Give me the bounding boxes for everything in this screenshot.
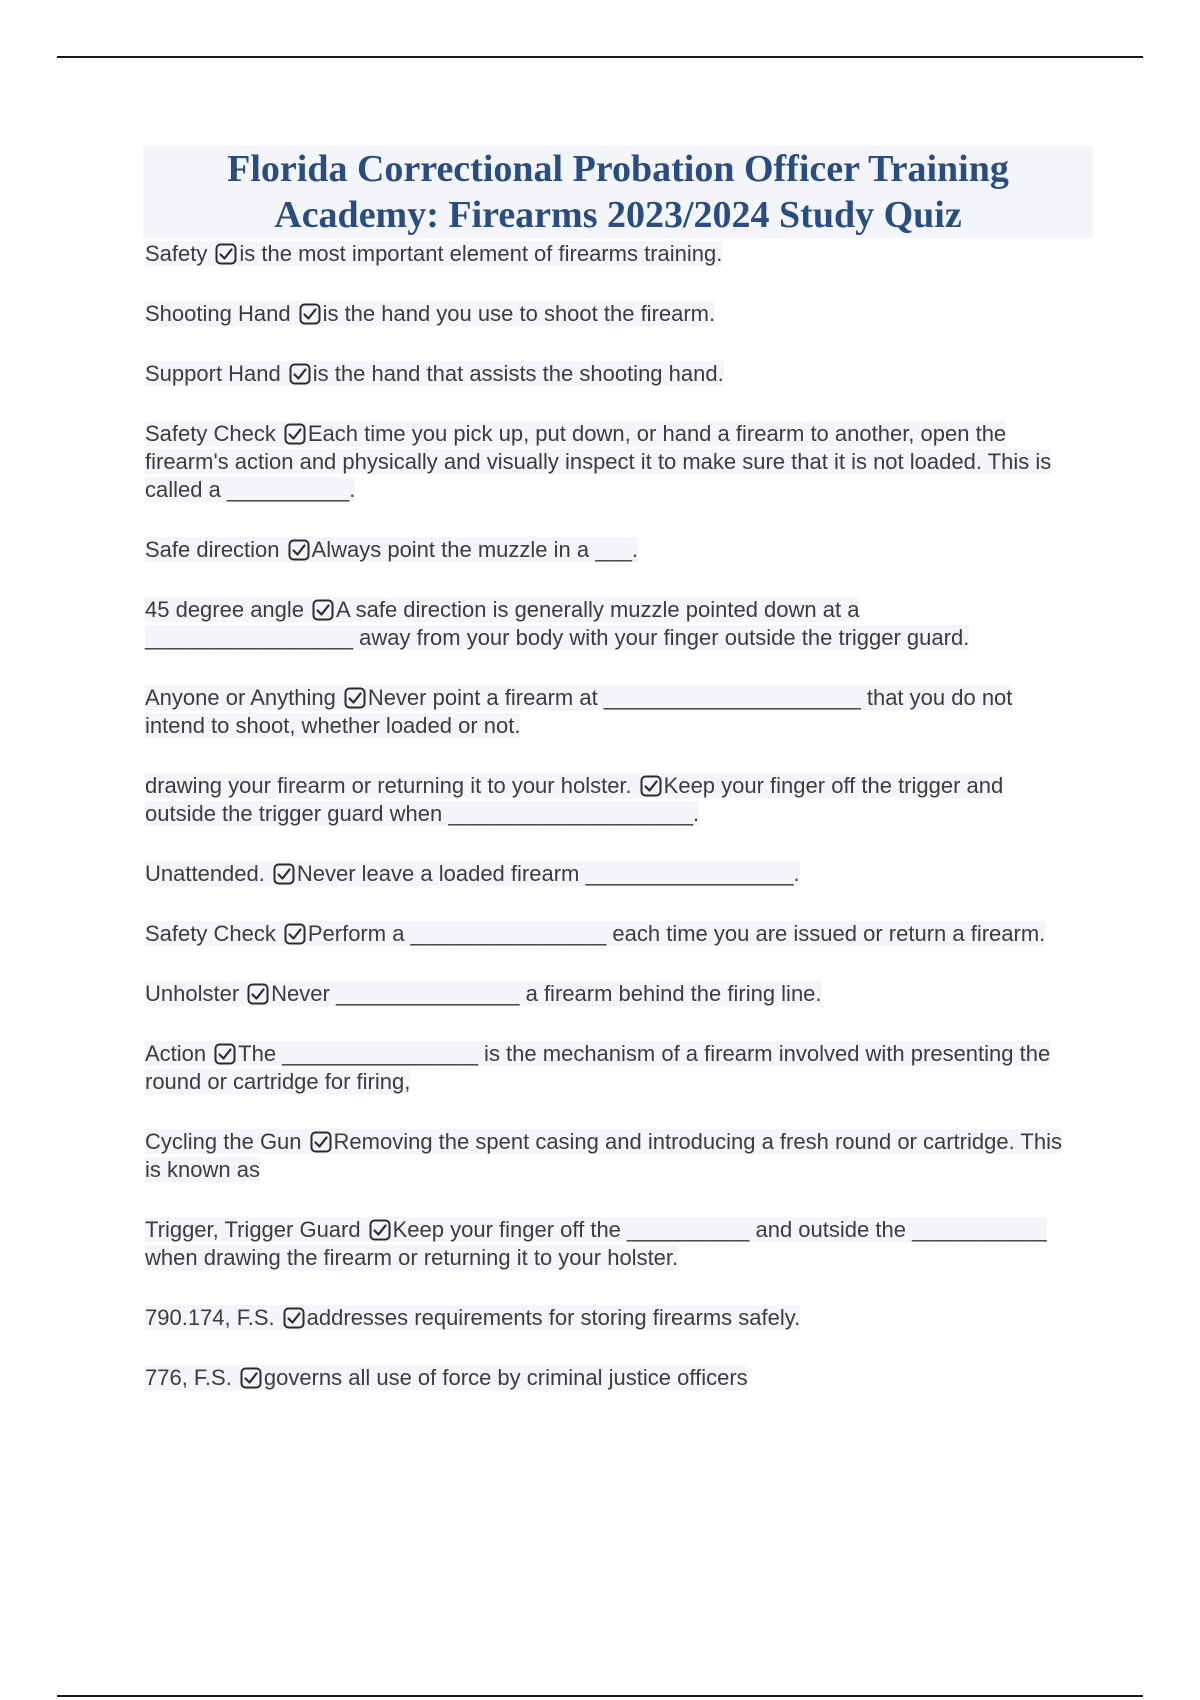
quiz-definition: Never _______________ a firearm behind the firing line. <box>271 981 822 1006</box>
checkbox-checked-icon <box>369 1219 391 1241</box>
checkbox-checked-icon <box>215 243 237 265</box>
quiz-item <box>145 772 1065 828</box>
quiz-term: 790.174, F.S. <box>145 1305 275 1330</box>
checkbox-checked-icon <box>273 863 295 885</box>
title-line-1: Florida Correctional Probation Officer Training <box>227 148 1009 190</box>
quiz-term: Trigger, Trigger Guard <box>145 1217 361 1242</box>
quiz-term: Shooting Hand <box>145 301 291 326</box>
checkbox-checked-icon <box>214 1043 236 1065</box>
checkbox-checked-icon <box>312 599 334 621</box>
checkbox-checked-icon <box>284 923 306 945</box>
checkbox-checked-icon <box>247 983 269 1005</box>
quiz-term: Safety Check <box>145 421 276 446</box>
checkbox-checked-icon <box>344 687 366 709</box>
quiz-definition: The ________________ is the mechanism of a firearm involved with presenting the round or cartridge for firing, <box>145 1041 1051 1094</box>
quiz-item <box>145 1364 1065 1392</box>
quiz-term: Safety <box>145 241 208 266</box>
quiz-list <box>145 240 1065 1424</box>
checkbox-checked-icon <box>299 303 321 325</box>
quiz-term: Safe direction <box>145 537 280 562</box>
quiz-item <box>145 300 1065 328</box>
top-rule <box>57 56 1143 58</box>
checkbox-checked-icon <box>240 1367 262 1389</box>
quiz-definition: Never leave a loaded firearm _________________. <box>296 861 800 886</box>
quiz-item <box>145 1040 1065 1096</box>
quiz-definition: governs all use of force by criminal justice officers <box>263 1365 748 1390</box>
quiz-item <box>145 980 1065 1008</box>
checkbox-checked-icon <box>310 1131 332 1153</box>
checkbox-checked-icon <box>288 539 310 561</box>
checkbox-checked-icon <box>289 363 311 385</box>
quiz-item <box>145 920 1065 948</box>
quiz-term: Anyone or Anything <box>145 685 336 710</box>
document-title <box>143 146 1093 238</box>
quiz-term: 776, F.S. <box>145 1365 232 1390</box>
quiz-definition: Keep your finger off the trigger and outside the trigger guard when ____________________. <box>145 773 1004 826</box>
quiz-definition: Removing the spent casing and introducing a fresh round or cartridge. This is known as <box>145 1129 1062 1182</box>
quiz-definition: Perform a ________________ each time you are issued or return a firearm. <box>307 921 1046 946</box>
quiz-definition: Never point a firearm at _____________________ that you do not intend to shoot, whether loaded or not. <box>145 685 1013 738</box>
checkbox-checked-icon <box>284 423 306 445</box>
quiz-definition: Keep your finger off the __________ and outside the ___________ when drawing the firearm or returning it to your holster. <box>145 1217 1047 1270</box>
quiz-item <box>145 684 1065 740</box>
title-line-2: Academy: Firearms 2023/2024 Study Quiz <box>274 194 962 236</box>
quiz-item <box>145 1216 1065 1272</box>
quiz-definition: is the most important element of firearms training. <box>239 241 723 266</box>
quiz-item <box>145 536 1065 564</box>
bottom-rule <box>57 1695 1143 1697</box>
quiz-definition: is the hand you use to shoot the firearm. <box>322 301 716 326</box>
quiz-item <box>145 1304 1065 1332</box>
quiz-item <box>145 1128 1065 1184</box>
checkbox-checked-icon <box>640 775 662 797</box>
quiz-term: Safety Check <box>145 921 276 946</box>
quiz-item <box>145 860 1065 888</box>
quiz-term: Support Hand <box>145 361 281 386</box>
quiz-term: drawing your firearm or returning it to your holster. <box>145 773 632 798</box>
quiz-term: Unattended. <box>145 861 265 886</box>
quiz-term: Action <box>145 1041 207 1066</box>
quiz-item <box>145 420 1065 504</box>
quiz-term: 45 degree angle <box>145 597 305 622</box>
quiz-definition: is the hand that assists the shooting hand. <box>312 361 724 386</box>
quiz-term: Cycling the Gun <box>145 1129 302 1154</box>
quiz-item <box>145 596 1065 652</box>
quiz-term: Unholster <box>145 981 240 1006</box>
quiz-definition: addresses requirements for storing firearms safely. <box>306 1305 801 1330</box>
quiz-item <box>145 240 1065 268</box>
quiz-definition: A safe direction is generally muzzle pointed down at a _________________ away from your body with your finger outside the trigger guard. <box>145 597 970 650</box>
quiz-definition: Always point the muzzle in a ___. <box>311 537 639 562</box>
checkbox-checked-icon <box>283 1307 305 1329</box>
quiz-definition: Each time you pick up, put down, or hand a firearm to another, open the firearm's action and physically and visually inspect it to make sure that it is not loaded. This is called a __________. <box>145 421 1052 502</box>
quiz-item <box>145 360 1065 388</box>
